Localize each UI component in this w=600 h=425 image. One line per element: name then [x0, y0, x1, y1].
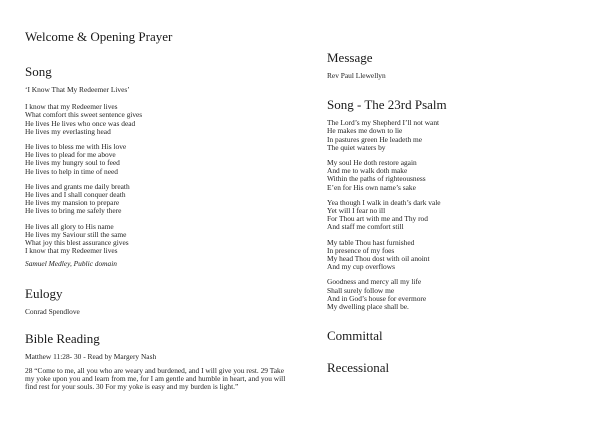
song-line: He lives all glory to His name	[25, 221, 114, 231]
recessional-heading: Recessional	[327, 360, 390, 376]
psalm-line: My table Thou hast furnished	[327, 237, 415, 247]
psalm-verse	[327, 239, 590, 272]
song-line: I know that my Redeemer lives	[25, 246, 118, 256]
psalm-line: And my cup overflows	[327, 262, 395, 272]
psalm-line: Within the paths of righteousness	[327, 174, 426, 184]
psalm-line: E’en for His own name’s sake	[327, 182, 416, 192]
welcome-heading: Welcome & Opening Prayer	[25, 29, 173, 44]
song-verse	[25, 183, 290, 216]
song-line: He lives to bless me with His love	[25, 142, 127, 152]
psalm-line: In presence of my foes	[327, 245, 395, 255]
song-line: He lives and grants me daily breath	[25, 181, 130, 191]
psalm-line: And me to walk doth make	[327, 166, 408, 176]
song-line: He lives my everlasting head	[25, 126, 111, 136]
song-line: He lives my Saviour still the same	[25, 229, 127, 239]
song-line: I know that my Redeemer lives	[25, 102, 118, 112]
psalm-heading: Song - The 23rd Psalm	[327, 97, 447, 113]
song-verse	[25, 223, 290, 256]
psalm-line: For Thou art with me and Thy rod	[327, 214, 428, 224]
psalm-line: In pastures green He leadeth me	[327, 134, 423, 144]
psalm-line: Goodness and mercy all my life	[327, 277, 422, 287]
psalm-line: My head Thou dost with oil anoint	[327, 254, 430, 264]
psalm-verse	[327, 278, 590, 311]
psalm-line: The Lord’s my Shepherd I’ll not want	[327, 118, 440, 128]
psalm-line: He makes me down to lie	[327, 126, 403, 136]
psalm-line: The quiet waters by	[327, 142, 386, 152]
song-line: What joy this blest assurance gives	[25, 238, 129, 248]
psalm-line: Yea though I walk in death’s dark vale	[327, 197, 441, 207]
song-title: ‘I Know That My Redeemer Lives’	[25, 85, 130, 94]
psalm-verse	[327, 119, 590, 152]
psalm-line: And in God’s house for evermore	[327, 293, 427, 303]
psalm-verse	[327, 199, 590, 232]
right-page	[300, 0, 600, 425]
song-line: He lives He lives who once was dead	[25, 118, 136, 128]
psalm-verse	[327, 159, 590, 192]
message-heading: Message	[327, 50, 373, 65]
song-line: He lives my mansion to prepare	[25, 198, 120, 208]
song-line: He lives and I shall conquer death	[25, 190, 126, 200]
message-speaker: Rev Paul Llewellyn	[327, 71, 386, 80]
bible-text: 28 “Come to me, all you who are weary and burdened, and I will give you rest. 29 Take my yoke upon you and learn from me, for I am gentle and humble in heart, and you will find rest for your souls. 30 For my yoke is easy and my burden is light.”	[25, 366, 286, 392]
song-heading: Song	[25, 64, 52, 79]
song-verse	[25, 103, 290, 136]
song-line: He lives to help in time of need	[25, 166, 118, 176]
bible-reference: Matthew 11:28- 30 - Read by Margery Nash	[25, 351, 157, 361]
song-verse	[25, 143, 290, 176]
eulogy-heading: Eulogy	[25, 285, 63, 301]
psalm-line: Yet will I fear no ill	[327, 206, 386, 216]
song-credit: Samuel Medley, Public domain	[25, 259, 117, 269]
psalm-line: Shall surely follow me	[327, 285, 395, 295]
song-line: He lives to plead for me above	[25, 150, 116, 160]
psalm-line: My soul He doth restore again	[327, 158, 417, 168]
song-lyrics	[25, 103, 290, 255]
bible-reading-heading: Bible Reading	[25, 330, 100, 346]
committal-heading: Committal	[327, 328, 383, 344]
psalm-lyrics	[327, 119, 590, 311]
psalm-line: And staff me comfort still	[327, 222, 404, 232]
song-line: He lives to bring me safely there	[25, 206, 122, 216]
song-line: What comfort this sweet sentence gives	[25, 110, 143, 120]
eulogy-speaker: Conrad Spendlove	[25, 306, 80, 316]
song-line: He lives my hungry soul to feed	[25, 158, 120, 168]
psalm-line: My dwelling place shall be.	[327, 302, 409, 312]
